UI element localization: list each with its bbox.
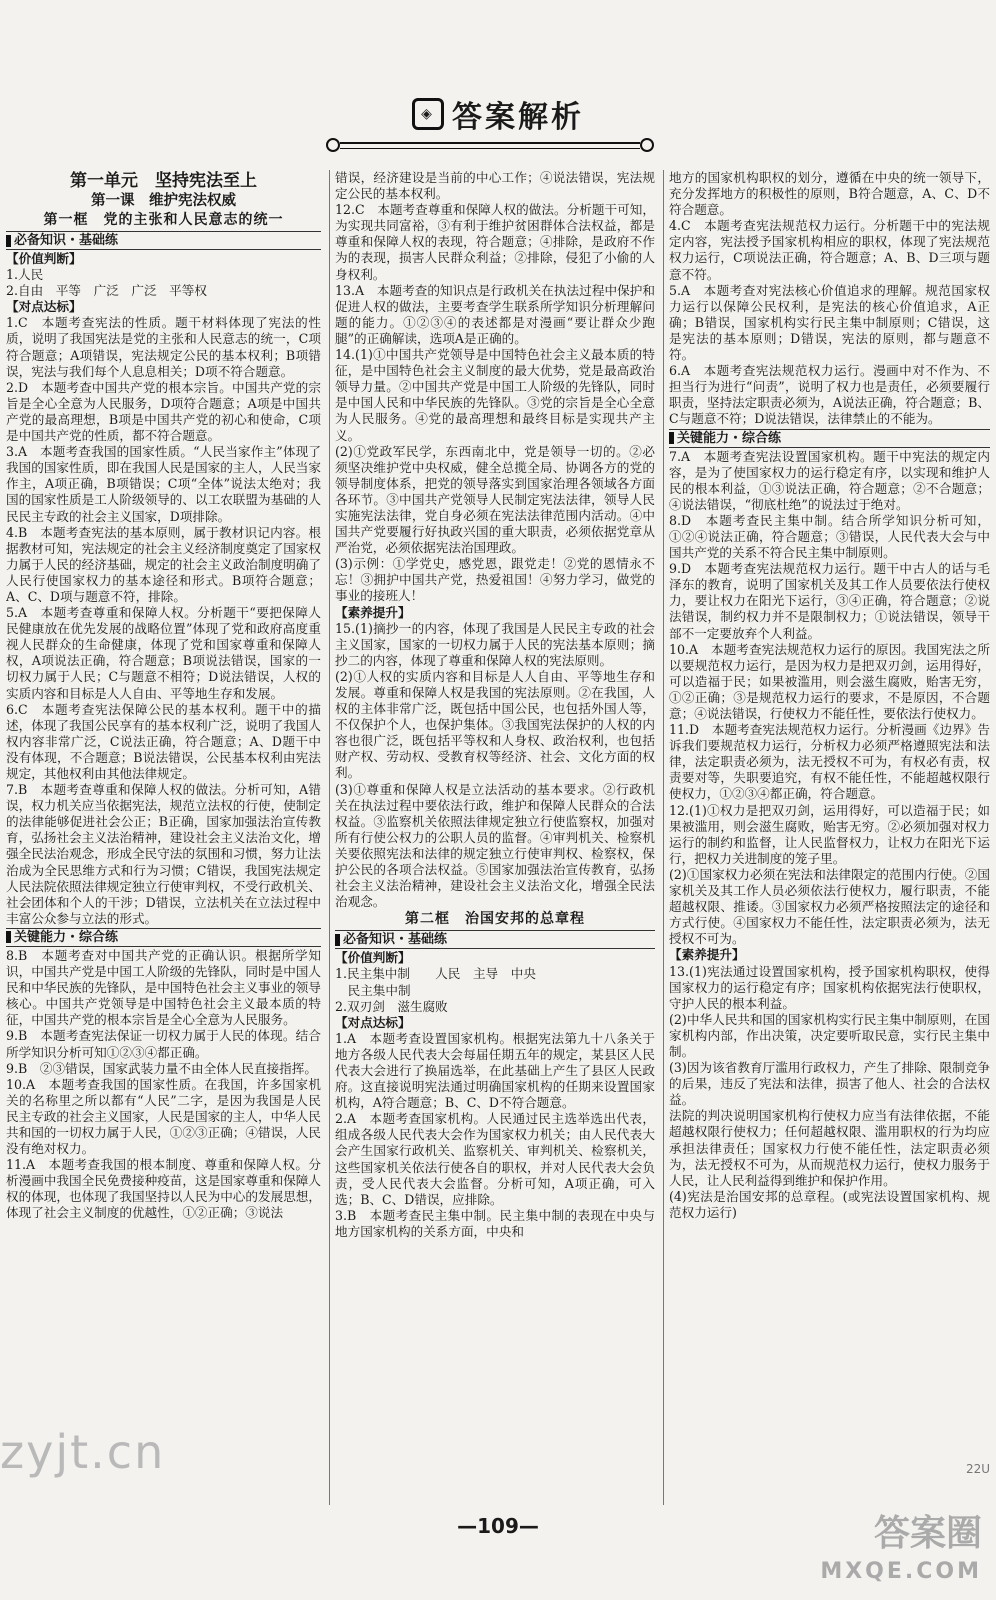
section-label: 必备知识・基础练	[343, 932, 448, 948]
column-3	[663, 170, 990, 1505]
sub-heading-quality: 【素养提升】	[335, 604, 411, 620]
section-label: 必备知识・基础练	[14, 233, 119, 248]
watermark-right-top: 答案圈	[873, 1513, 982, 1554]
sub-heading-target: 【对点达标】	[335, 1014, 411, 1030]
sub-heading-value: 【价值判断】	[335, 950, 411, 966]
value-answer: 1.人民	[6, 267, 44, 283]
value-answer: 2.双刃剑 滋生腐败	[335, 998, 448, 1014]
watermark-left: zyjt.cn	[0, 1425, 166, 1479]
column-2	[329, 170, 655, 1505]
sub-heading-value: 【价值判断】	[6, 251, 82, 266]
answer-paragraph: 8.B 本题考查对中国共产党的正确认识。根据所学知识，中国共产党是中国工人阶级的先锋队，同时是中国人民和中华民族的先锋队，是中国特色社会主义事业的领导核心。中国共产党领导是中国特色社会主义最本质的特征，中国共产党的根本宗旨是全心全意为人民服务。	[6, 947, 321, 1028]
frame-title: 第一框 党的主张和人民意志的统一	[43, 212, 284, 228]
answer-paragraph: 14.(1)①中国共产党领导是中国特色社会主义最本质的特征，是中国特色社会主义制度的最大优势，党是最高政治领导力量。②中国共产党是中国工人阶级的先锋队，同时是中国人民和中华民族的先锋队。③党的宗旨是全心全意为人民服务。④党的最高理想和最终目标是实现共产主义。	[335, 347, 655, 443]
answer-paragraph: 错误，经济建设是当前的中心工作；④说法错误，宪法规定公民的基本权利。	[335, 170, 655, 202]
answer-paragraph: 5.A 本题考查尊重和保障人权。分析题干“要把保障人民健康放在优先发展的战略位置”体现了党和政府高度重视人民群众的生命健康，体现了党和国家尊重和保障人权，A项说法正确，符合题意；B项说法错误，国家的一切权力属于人民；C与题意不相符；D说法错误，人权的实质内容和目标是人人自由、平等地生存和发展。	[6, 605, 321, 701]
answer-columns	[6, 170, 990, 1505]
answer-paragraph: (3)示例：①学党史，感党恩，跟党走！②党的恩情永不忘！③拥护中国共产党，热爱祖国！④努力学习，做党的事业的接班人！	[335, 556, 655, 604]
answer-paragraph: 9.D 本题考查宪法规范权力运行。题干中古人的话与毛泽东的教育，说明了国家机关及其工作人员要依法行使权力，要让权力在阳光下运行，③④正确，符合题意；②说法错误，制约权力并不是限制权力；①说法错误，领导干部不一定要放弃个人利益。	[669, 561, 990, 641]
answer-title	[412, 92, 584, 136]
section-header-key	[669, 429, 990, 448]
answer-paragraph: (2)中华人民共和国的国家机构实行民主集中制原则，在国家机构内部，作出决策，决定要听取民意，实行民主集中制。	[669, 1011, 990, 1059]
section-bar-icon	[669, 432, 674, 444]
answer-paragraph: 7.A 本题考查宪法设置国家机构。题干中宪法的规定内容，是为了使国家权力的运行稳定有序，以实现和维护人民的根本利益，①③说法正确，符合题意；②不合题意；④说法错误，“彻底杜绝”的说法过于绝对。	[669, 448, 990, 512]
answer-paragraph: 地方的国家机构职权的划分，遵循在中央的统一领导下，充分发挥地方的积极性的原则，B符合题意，A、C、D不符合题意。	[669, 170, 990, 218]
answer-paragraph: 6.C 本题考查宪法保障公民的基本权利。题干中的描述，体现了我国公民享有的基本权利广泛，说明了我国人权内容非常广泛，C说法正确，符合题意；A、D题干中没有体现，不合题意；B说法错误，公民基本权利由宪法规定，其他权利由其他法律规定。	[6, 701, 321, 781]
watermark-right-bottom: MXQE.COM	[820, 1559, 982, 1584]
answer-paragraph: 4.B 本题考查宪法的基本原则，属于教材识记内容。根据教材可知，宪法规定的社会主义经济制度奠定了国家权力属于人民的经济基础，规定的社会主义政治制度明确了人民行使国家权力的基本途径和形式。B项符合题意；A、C、D项与题意不符，排除。	[6, 524, 321, 604]
answer-paragraph: 10.A 本题考查宪法规范权力运行的原因。我国宪法之所以要规范权力运行，是因为权力是把双刃剑，运用得好，可以造福于民；如果被滥用，则会滋生腐败，贻害无穷，①②正确；③是规范权力运行的要求，不是原因，不合题意；④说法错误，行使权力不能任性，要依法行使权力。	[669, 641, 990, 721]
section-header-key	[6, 928, 321, 947]
section-bar-icon	[6, 235, 11, 247]
section-bar-icon	[335, 934, 340, 946]
sub-heading-quality: 【素养提升】	[669, 947, 745, 963]
answer-paragraph: 5.A 本题考查对宪法核心价值追求的理解。规范国家权力运行以保障公民权利，是宪法的核心价值追求，A正确；B错误，国家机构实行民主集中制原则；C错误，这是宪法的基本原则；D错误，宪法的原则，都与题意不符。	[669, 282, 990, 363]
answer-paragraph: 7.B 本题考查尊重和保障人权的做法。分析可知，A错误，权力机关应当依据宪法，规范立法权的行使，使制定的法律能够促进社会公正；B正确，国家加强法治宣传教育，弘扬社会主义法治精神，建设社会主义法治文化，增强全民法治观念，形成全民守法的氛围和习惯，努力让法治成为全民思维方式和行为习惯；C错误，我国宪法规定人民法院依照法律规定独立行使审判权，不受行政机关、社会团体和个人的干涉；D错误，立法机关在立法过程中丰富公众参与立法的形式。	[6, 782, 321, 926]
answer-paragraph: 6.A 本题考查宪法规范权力运行。漫画中对不作为、不担当行为进行“问责”，说明了权力也是责任，必须要履行职责，坚持法定职责必须为，A说法正确，符合题意；B、C与题意不符；D说法错误，法律禁止的不能为。	[669, 363, 990, 427]
answer-paragraph: 12.C 本题考查尊重和保障人权的做法。分析题干可知，为实现共同富裕，③有利于维护贫困群体合法权益，都是尊重和保障人权的表现，符合题意；④排除，是政府不作为的表现，损害人民群众利益；②排除，侵犯了小偷的人身权利。	[335, 202, 655, 282]
section-bar-icon	[6, 931, 11, 943]
answer-paragraph: 13.(1)宪法通过设置国家机构，授予国家机构职权，使得国家权力的运行稳定有序；国家机构依据宪法行使职权，守护人民的根本利益。	[669, 963, 990, 1011]
sub-heading-target: 【对点达标】	[6, 299, 82, 315]
answer-paragraph: (3)①尊重和保障人权是立法活动的基本要求。②行政机关在执法过程中要依法行政，维护和保障人民群众的合法权益。③监察机关依照法律规定独立行使监察权，加强对所有行使公权力的公职人员的监督。④审判机关、检察机关要依照宪法和法律的规定独立行使审判权、检察权，保护公民的各项合法权益。⑤国家加强法治宣传教育，弘扬社会主义法治精神，建设社会主义法治文化，增强全民法治观念。	[335, 781, 655, 910]
unit-title: 第一单元 坚持宪法至上	[70, 171, 257, 191]
value-answer: 1.民主集中制 人民 主导 中央	[335, 966, 536, 982]
answer-paragraph: 3.B 本题考查民主集中制。民主集中制的表现在中央与地方国家机构的关系方面，中央和	[335, 1207, 655, 1239]
answer-paragraph: 1.A 本题考查设置国家机构。根据宪法第九十八条关于地方各级人民代表大会每届任期五年的规定，某县区人民代表大会进行了换届选举，在此基础上产生了县区人民政府。这直接说明宪法通过明确国家机构的任期来设置国家机构，A符合题意；B、C、D不符合题意。	[335, 1030, 655, 1111]
section-header-basic	[6, 231, 321, 250]
answer-paragraph: (3)因为该省教育厅滥用行政权力，产生了排除、限制竞争的后果，违反了宪法和法律，损害了他人、社会的合法权益。	[669, 1060, 990, 1108]
frame-title-2: 第二框 治国安邦的总章程	[405, 911, 585, 928]
answer-paragraph: 1.C 本题考查宪法的性质。题干材料体现了宪法的性质，说明了我国宪法是党的主张和人民意志的统一，C项符合题意；A项错误，宪法规定公民的基本权利；B项错误，宪法与我们每个人息息相关；D项不符合题意。	[6, 315, 321, 379]
answer-paragraph: 13.A 本题考查的知识点是行政机关在执法过程中保护和促进人权的做法，主要考查学生联系所学知识分析理解问题的能力。①②③④的表述都是对漫画“要让群众少跑腿”的正确解读，选项A是正确的。	[335, 282, 655, 346]
answer-paragraph: 10.A 本题考查我国的国家性质。在我国，许多国家机关的名称里之所以都有“人民”二字，是因为我国是人民民主专政的社会主义国家，人民是国家的主人，中华人民共和国的一切权力属于人民，①②③正确；④错误，人民没有绝对权力。	[6, 1076, 321, 1157]
answer-paragraph: (2)①国家权力必须在宪法和法律限定的范围内行使。②国家机关及其工作人员必须依法行使权力，履行职责，不能超越权限、推诿。③国家权力必须严格按照法定的途径和方式行使。④国家权力不能任性，法定职责必须为，法无授权不可为。	[669, 866, 990, 947]
answer-paragraph: 11.D 本题考查宪法规范权力运行。分析漫画《边界》告诉我们要规范权力运行，分析权力必须严格遵照宪法和法律，法定职责必须为，法无授权不可为，有权必有责，权责要对等，失职要追究，有权不能任性，不能超越权限行使权力，①②③④都正确，符合题意。	[669, 722, 990, 802]
answer-paragraph: 法院的判决说明国家机构行使权力应当有法律依据，不能超越权限行使权力；任何超越权限、滥用职权的行为均应承担法律责任；国家权力行使不能任性，法定职责必须为，法无授权不可为，从而规范权力运行，使权力服务于人民，让人民利益得到维护和保护作用。	[669, 1108, 990, 1188]
answer-paragraph: 2.A 本题考查国家机构。人民通过民主选举选出代表，组成各级人民代表大会作为国家权力机关；由人民代表大会产生国家行政机关、监察机关、审判机关、检察机关，这些国家机关依法行使各自的职权，并对人民代表大会负责，受人民代表大会监督。分析可知，A项正确，可入选；B、C、D错误，应排除。	[335, 1111, 655, 1207]
answer-title-text: 答案解析	[452, 100, 584, 135]
answer-paragraph: 8.D 本题考查民主集中制。结合所学知识分析可知，①②④说法正确，符合题意；③错误，人民代表大会与中国共产党的关系不符合民主集中制原则。	[669, 512, 990, 561]
page-header	[0, 80, 996, 160]
answer-paragraph: 3.A 本题考查我国的国家性质。“人民当家作主”体现了我国的国家性质，即在我国人民是国家的主人，人民当家作主，A项正确，B项错误；C项“全体”说法太绝对；我国的国家性质是工人阶级领导的、以工农联盟为基础的人民民主专政的社会主义国家，D项排除。	[6, 444, 321, 524]
page-number: —109—	[457, 1514, 539, 1538]
title-rule	[340, 142, 640, 149]
corner-tag: 22U	[965, 1462, 990, 1476]
section-label: 关键能力・综合练	[14, 929, 119, 945]
answer-paragraph: 12.(1)①权力是把双刃剑，运用得好，可以造福于民；如果被滥用，则会滋生腐败，贻害无穷。②必须加强对权力运行的制约和监督，让人民监督权力，让权力在阳光下运行，把权力关进制度的笼子里。	[669, 802, 990, 866]
value-answer: 民主集中制	[335, 982, 411, 998]
answer-paragraph: (2)①党政军民学，东西南北中，党是领导一切的。②必须坚决维护党中央权威，健全总揽全局、协调各方的党的领导制度体系，把党的领导落实到国家治理各领域各方面各环节。③中国共产党领导人民制定宪法法律，领导人民实施宪法法律，党自身必须在宪法法律范围内活动。④中国共产党要履行好执政兴国的重大职责，必须依据党章从严治党，必须依据宪法治国理政。	[335, 443, 655, 556]
section-label: 关键能力・综合练	[677, 430, 782, 446]
answer-paragraph: 15.(1)摘抄一的内容，体现了我国是人民民主专政的社会主义国家，国家的一切权力属于人民的宪法基本原则；摘抄二的内容，体现了尊重和保障人权的宪法原则。	[335, 620, 655, 668]
answer-paragraph: (4)宪法是治国安邦的总章程。(或宪法设置国家机构、规范权力运行)	[669, 1188, 990, 1220]
answer-paragraph: 4.C 本题考查宪法规范权力运行。分析题干中的宪法规定内容，宪法授予国家机构相应的职权，体现了宪法规范权力运行，C项说法正确，符合题意；A、B、D三项与题意不符。	[669, 218, 990, 282]
answer-paragraph: 9.B 本题考查宪法保证一切权力属于人民的体现。结合所学知识分析可知①②③④都正确。	[6, 1028, 321, 1060]
answer-paragraph: 9.B ②③错误，国家武装力量不由全体人民直接指挥。	[6, 1060, 317, 1076]
column-1	[6, 170, 321, 1505]
answer-paragraph: 11.A 本题考查我国的根本制度、尊重和保障人权。分析漫画中我国全民免费接种疫苗，这是国家尊重和保障人权的体现，也体现了我国坚持以人民为中心的发展思想，体现了社会主义制度的优越性，①②正确；③说法	[6, 1157, 321, 1221]
lesson-title: 第一课 维护宪法权威	[91, 193, 236, 209]
answer-paragraph: 2.D 本题考查中国共产党的根本宗旨。中国共产党的宗旨是全心全意为人民服务，D项符合题意；A项是中国共产党的最高理想，B项是中国共产党的初心和使命，C项是中国共产党的性质，都不符合题意。	[6, 379, 321, 444]
answer-paragraph: (2)①人权的实质内容和目标是人人自由、平等地生存和发展。尊重和保障人权是我国的宪法原则。②在我国，人权的主体非常广泛，既包括中国公民，也包括外国人等，不仅保护个人，也保护集体。③我国宪法保护的人权的内容也很广泛，既包括平等权和人身权、政治权利，也包括财产权、劳动权、受教育权等经济、社会、文化方面的权利。	[335, 668, 655, 781]
value-answer: 2.自由 平等 广泛 广泛 平等权	[6, 283, 207, 299]
section-header-basic	[335, 930, 655, 949]
book-logo-icon: ◈	[412, 98, 444, 130]
